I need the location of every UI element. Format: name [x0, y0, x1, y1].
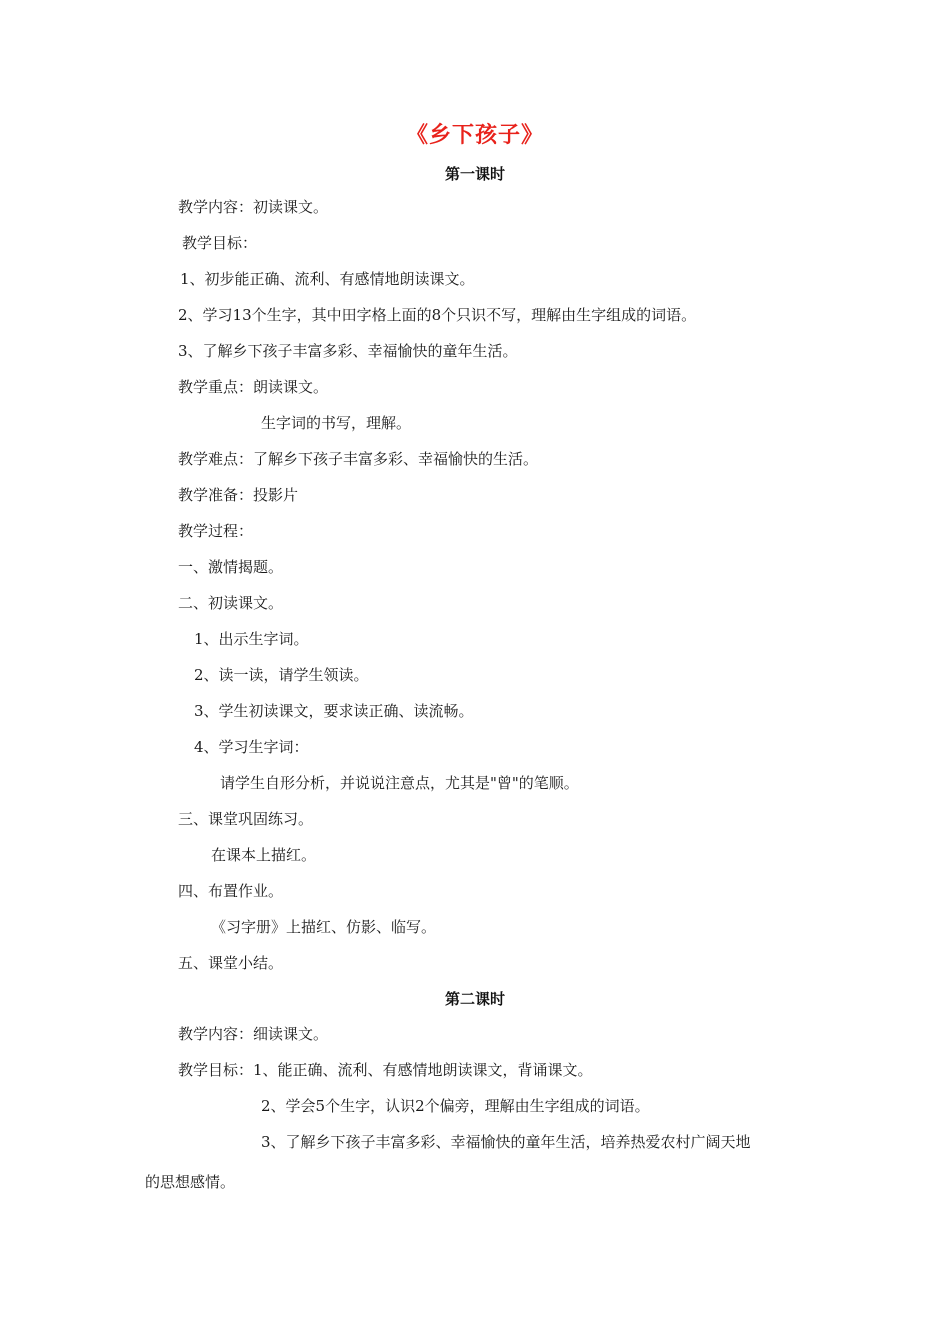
lesson1-step-5: 五、课堂小结。 — [178, 954, 284, 972]
lesson1-step-2-4-detail: 请学生自形分析，并说说注意点，尤其是"曾"的笔顺。 — [220, 774, 579, 792]
lesson1-step-1: 一、激情揭题。 — [178, 558, 284, 576]
lesson2-content: 教学内容：细读课文。 — [178, 1025, 329, 1043]
lesson1-content: 教学内容：初读课文。 — [178, 198, 329, 216]
lesson2-goal-3-part2: 的思想感情。 — [145, 1173, 236, 1191]
lesson1-step-4-detail: 《习字册》上描红、仿影、临写。 — [211, 918, 437, 936]
lesson1-goal-3: 3、了解乡下孩子丰富多彩、幸福愉快的童年生活。 — [178, 342, 518, 360]
lesson2-goal-2: 2、学会5个生字，认识2个偏旁，理解由生字组成的词语。 — [261, 1097, 650, 1115]
lesson1-step-2-2: 2、读一读，请学生领读。 — [194, 666, 369, 684]
lesson1-step-3: 三、课堂巩固练习。 — [178, 810, 314, 828]
lesson1-goal-2: 2、学习13个生字，其中田字格上面的8个只识不写，理解由生字组成的词语。 — [178, 306, 697, 324]
document-title: 《乡下孩子》 — [405, 123, 544, 148]
lesson1-goals-label: 教学目标： — [182, 234, 258, 252]
lesson1-step-4: 四、布置作业。 — [178, 882, 284, 900]
lesson1-step-2-3: 3、学生初读课文，要求读正确、读流畅。 — [194, 702, 474, 720]
lesson1-key-point: 教学重点：朗读课文。 — [178, 378, 329, 396]
lesson2-goal-3-part1: 3、了解乡下孩子丰富多彩、幸福愉快的童年生活，培养热爱农村广阔天地 — [261, 1133, 751, 1151]
lesson1-key-point-2: 生字词的书写，理解。 — [261, 414, 412, 432]
lesson1-prep: 教学准备：投影片 — [178, 486, 299, 504]
lesson2-heading: 第二课时 — [444, 990, 505, 1008]
lesson1-process-label: 教学过程： — [178, 522, 254, 540]
lesson2-goal-1: 教学目标：1、能正确、流利、有感情地朗读课文，背诵课文。 — [178, 1061, 593, 1079]
lesson1-goal-1: 1、初步能正确、流利、有感情地朗读课文。 — [180, 270, 475, 288]
lesson1-step-2: 二、初读课文。 — [178, 594, 284, 612]
lesson1-step-3-detail: 在课本上描红。 — [211, 846, 317, 864]
lesson1-step-2-1: 1、出示生字词。 — [194, 630, 309, 648]
lesson1-heading: 第一课时 — [444, 165, 505, 183]
lesson1-difficulty: 教学难点：了解乡下孩子丰富多彩、幸福愉快的生活。 — [178, 450, 539, 468]
lesson1-step-2-4: 4、学习生字词： — [194, 738, 309, 756]
